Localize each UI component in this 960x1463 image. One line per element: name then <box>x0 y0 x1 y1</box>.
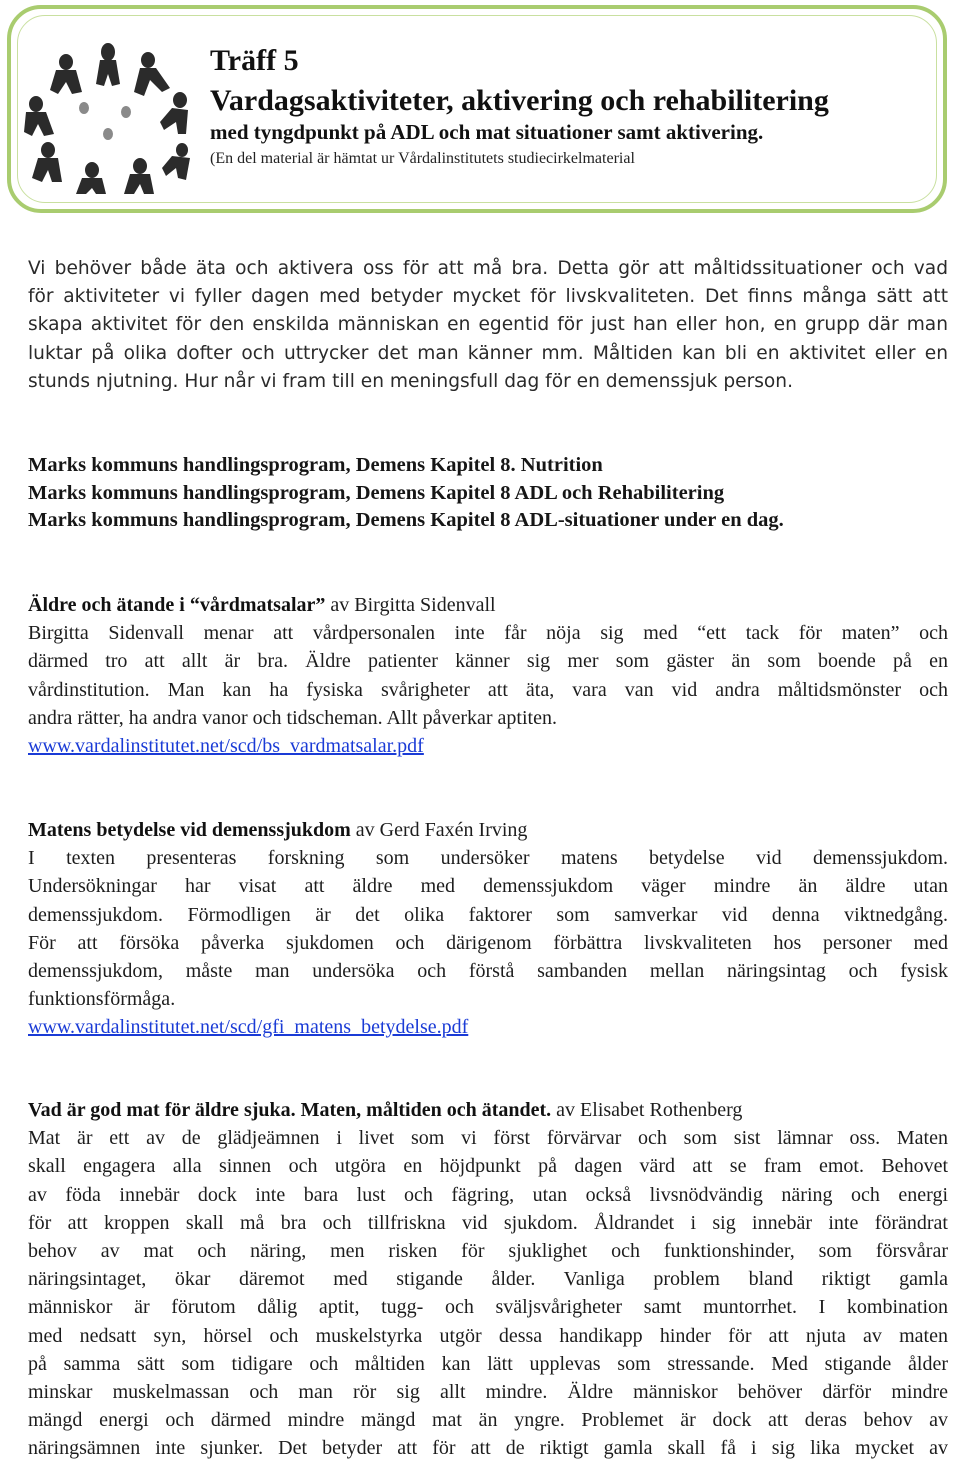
article-line: Birgitta Sidenvall menar att vårdpersonalen inte får nöja sig med “ett tack för maten” och <box>28 622 948 645</box>
source-note: (En del material är hämtat ur Vårdalinstitutets studiecirkelmaterial <box>210 150 635 167</box>
article-line: funktionsförmåga. <box>28 988 176 1011</box>
article-author: av Elisabet Rothenberg <box>551 1099 743 1121</box>
article-link[interactable]: www.vardalinstitutet.net/scd/gfi_matens_betydelse.pdf <box>28 1016 469 1039</box>
article-line: behov av mat och näring, men risken för sjuklighet och funktionshinder, som försvårar <box>28 1240 948 1263</box>
article-title: Äldre och ätande i <box>28 594 190 616</box>
article-author: av Gerd Faxén Irving <box>350 819 528 841</box>
article-line: med nedsatt syn, hörsel och muskelstyrka utgör dessa handikapp hinder för att njuta av maten <box>28 1324 948 1347</box>
article-line: skall engagera alla sinnen och utgöra en höjdpunkt på dagen värd att se fram emot. Behovet <box>28 1155 948 1178</box>
article-title-quoted: vårdmatsalar <box>199 594 316 616</box>
article-line: andra rätter, ha andra vanor och tidscheman. Allt påverkar aptiten. <box>28 706 557 729</box>
page-focus: med tyngdpunkt på ADL och mat situationer samt aktivering. <box>210 120 764 144</box>
reference-list <box>28 452 948 535</box>
article-matens-betydelse <box>28 816 948 1042</box>
page-subtitle: Vardagsaktiviteter, aktivering och rehabilitering <box>210 84 829 117</box>
article-link[interactable]: www.vardalinstitutet.net/scd/bs_vardmatsalar.pdf <box>28 735 424 758</box>
intro-line: skapa aktivitet för den enskilda människan en egentid för just han eller hon, en grupp där man <box>28 314 948 336</box>
article-line: människor är förutom dålig aptit, tugg- och sväljsvårigheter samt muntorrhet. I kombination <box>28 1296 948 1319</box>
article-line: Undersökningar har visat att äldre med demenssjukdom väger mindre än äldre utan <box>28 875 948 898</box>
article-author: av Birgitta Sidenvall <box>325 594 496 616</box>
article-line: därmed tro att allt är bra. Äldre patienter känner sig mer som gäster än som boende på en <box>28 650 948 673</box>
article-heading <box>28 816 948 844</box>
intro-paragraph <box>28 255 948 396</box>
article-line: av föda innebär dock inte bara lust och fägring, utan också livsnödvändig näring och energi <box>28 1183 948 1206</box>
article-title: Vad är god mat för äldre sjuka. Maten, måltiden och ätandet. <box>28 1099 552 1121</box>
reference-item: Marks kommuns handlingsprogram, Demens Kapitel 8 ADL-situationer under en dag. <box>28 509 784 531</box>
article-line: demenssjukdom, måste man undersöka och förstå sambanden mellan näringsintag och fysisk <box>28 960 948 983</box>
article-vardmatsalar <box>28 591 948 760</box>
article-line: I texten presenteras forskning som undersöker matens betydelse vid demenssjukdom. <box>28 847 948 870</box>
article-line: demenssjukdom. Förmodligen är det olika faktorer som samverkar vid denna viktnedgång. <box>28 903 948 926</box>
intro-line: för aktiviteter vi fyller dagen med betyder mycket för livskvaliteten. Det finns många sätt att <box>28 286 948 308</box>
reference-item: Marks kommuns handlingsprogram, Demens Kapitel 8 ADL och Rehabilitering <box>28 481 725 504</box>
intro-line: luktar på olika dofter och uttrycker det man känner mm. Måltiden kan bli en aktivitet eller en <box>28 342 948 364</box>
article-title: Matens betydelse vid demenssjukdom <box>28 819 351 841</box>
article-line: näringsintaget, ökar däremot med stigande ålder. Vanliga problem bland riktigt gamla <box>28 1268 948 1291</box>
article-line: För att försöka påverka sjukdomen och därigenom förbättra livskvaliteten hos personer med <box>28 931 948 954</box>
article-line: på samma sätt som tidigare och måltiden kan lätt upplevas som stressande. Med stigande ålder <box>28 1352 948 1375</box>
article-line: näringsämnen inte sjunker. Det betyder att för att de riktigt gamla skall få i sig lika mycket av <box>28 1437 948 1460</box>
article-line: för att kroppen skall må bra och tillfriskna vid sjukdom. Åldrandet i sig innebär inte förändrat <box>28 1211 948 1234</box>
article-heading: Äldre och ätande i “vårdmatsalar” av Birgitta Sidenvall <box>28 594 496 616</box>
article-god-mat <box>28 1096 948 1463</box>
reference-item: Marks kommuns handlingsprogram, Demens Kapitel 8. Nutrition <box>28 454 603 476</box>
intro-line: Vi behöver både äta och aktivera oss för att må bra. Detta gör att måltidssituationer och vad <box>28 258 948 279</box>
article-line: minskar muskelmassan och man rör sig allt mindre. Äldre människor behöver därför mindre <box>28 1381 948 1404</box>
article-heading <box>28 1096 948 1124</box>
people-circle-logo <box>22 38 194 194</box>
intro-line: stunds njutning. Hur når vi fram till en meningsfull dag för en demenssjuk person. <box>28 370 794 392</box>
article-line: vårdinstitution. Man kan ha fysiska svårigheter att äta, vara van vid andra måltidsmönster och <box>28 678 948 701</box>
page-title: Träff 5 <box>210 44 299 77</box>
article-line: mängd energi och därmed mindre mängd mat än yngre. Problemet är dock att deras behov av <box>28 1409 948 1432</box>
article-line: Mat är ett av de glädjeämnen i livet som vi först förvärvar och som sist lämnar oss. Maten <box>28 1127 948 1150</box>
